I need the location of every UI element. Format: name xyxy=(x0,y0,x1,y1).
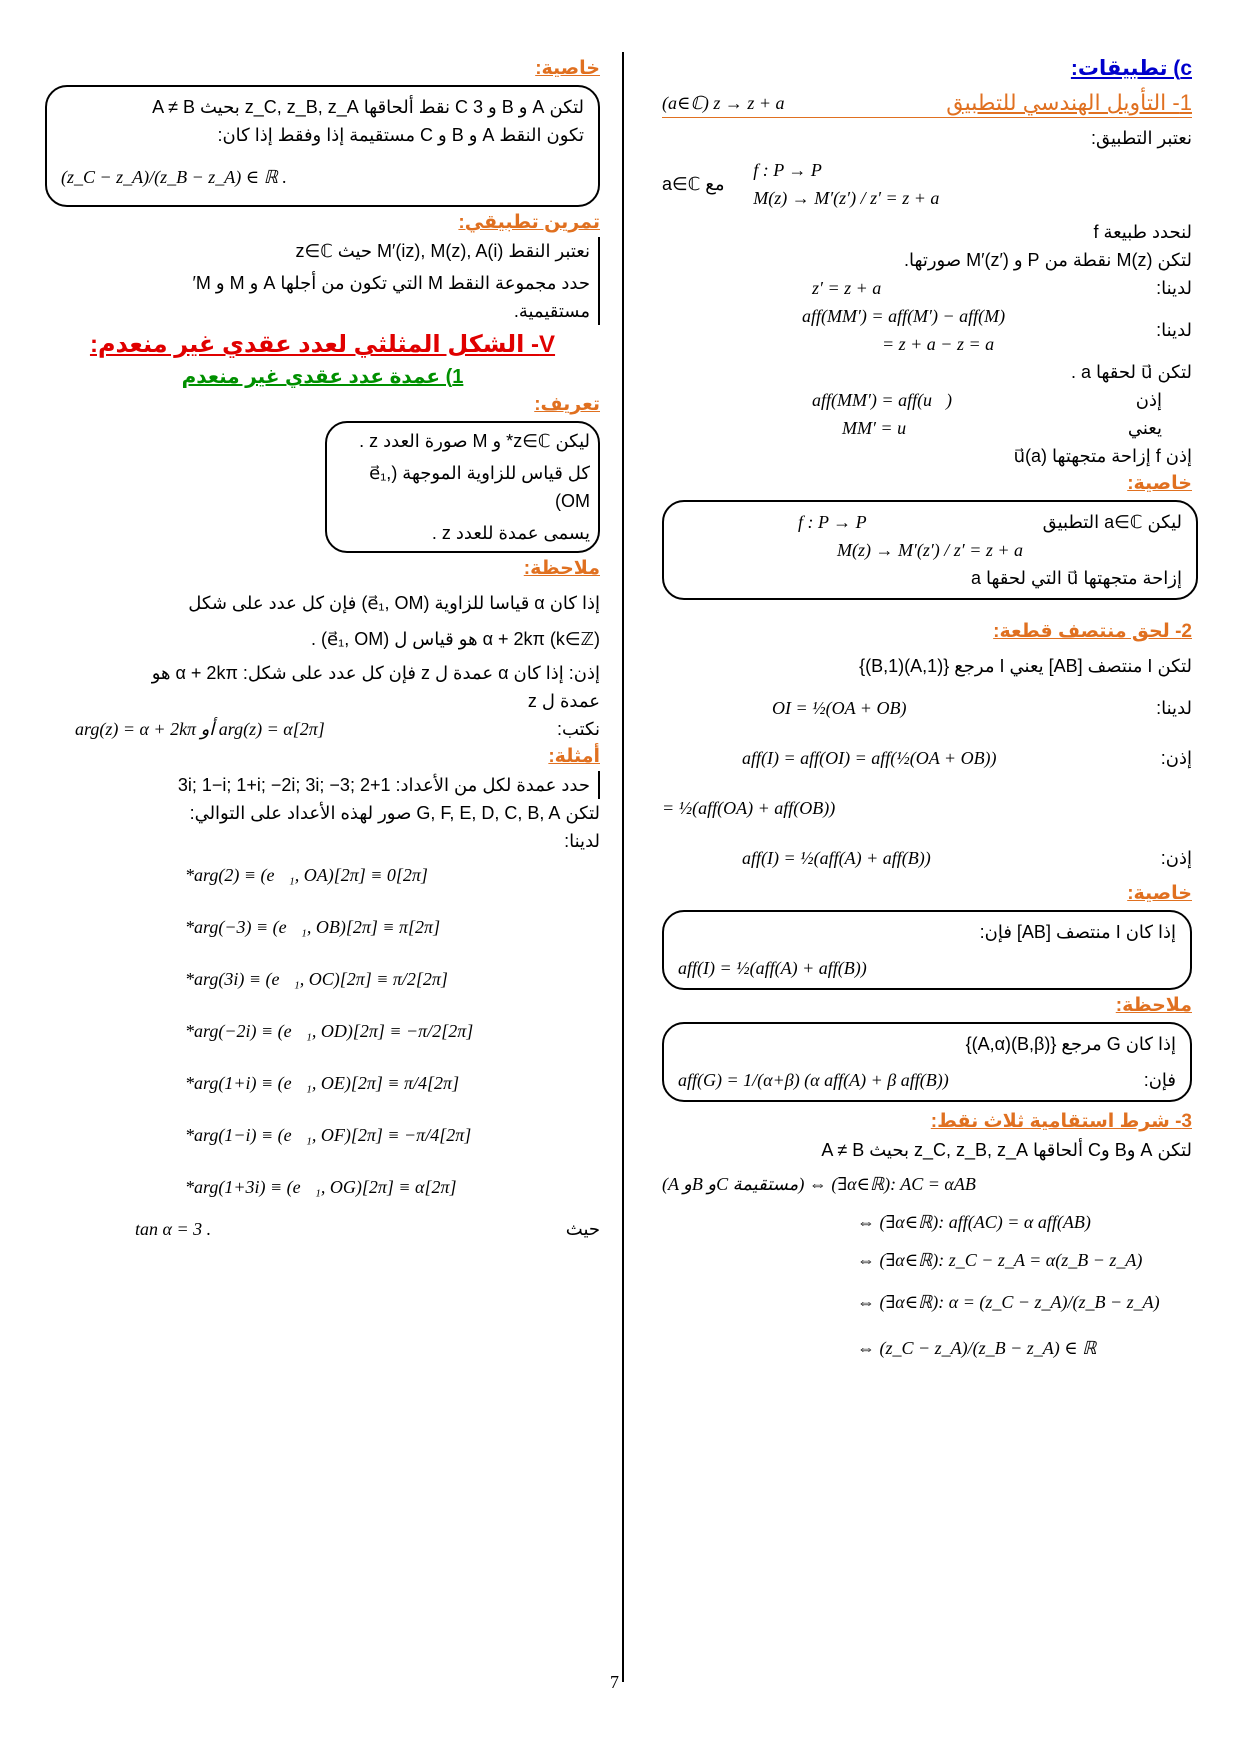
mid-eq4: aff(I) = ½(aff(A) + aff(B)) xyxy=(742,848,931,868)
let-u-text: لتكن u⃗ لحقها a . xyxy=(1070,362,1192,382)
conclusion-text: إذن f إزاحة متجهتها u⃗(a) xyxy=(1013,446,1192,466)
map-definition xyxy=(662,156,1192,212)
exercise-title: تمرين تطبيقي: xyxy=(458,212,600,233)
note-eq: aff(G) = 1/(α+β) (α aff(A) + β aff(B)) xyxy=(678,1070,949,1090)
we-have-1 xyxy=(662,274,1192,302)
col-eq2: ⇔ (∃α∈ℝ): aff(AC) = α aff(AB) xyxy=(857,1212,1091,1232)
left-prop-b: تكون النقط A و B و C مستقيمة إذا وفقط إذا كان: xyxy=(217,125,584,145)
then-1 xyxy=(662,386,1192,414)
left-prop-eq: (z_C − z_A)/(z_B − z_A) ∈ ℝ . xyxy=(61,167,287,187)
examples-a: حدد عمدة لكل من الأعداد: 1+3i; 1−i; 1+i; −2i; 3i; −3; 2 xyxy=(177,775,590,795)
left-property-box xyxy=(45,85,600,207)
col-eq4: ⇔ (∃α∈ℝ): α = (z_C − z_A)/(z_B − z_A) xyxy=(857,1292,1160,1312)
definition-box xyxy=(325,421,600,553)
note-row xyxy=(678,1066,1176,1094)
section-5-1-title: 1) عمدة عدد عقدي غير منعدم xyxy=(181,366,464,388)
prop1-map1: f : P → P xyxy=(798,512,867,532)
mid-eq1: OI = ½(OA + OB) xyxy=(772,698,907,718)
write-label: نكتب: xyxy=(556,719,600,739)
where-label: حيث xyxy=(565,1219,600,1239)
mid-eq2: aff(I) = aff(OI) = aff(½(OA + OB)) xyxy=(742,748,997,768)
col-eq5: ⇔ (z_C − z_A)/(z_B − z_A) ∈ ℝ xyxy=(857,1338,1097,1358)
arg-item: *arg(3i) ≡ (e⃗₁, OC)[2π] ≡ π/2[2π] xyxy=(185,969,448,989)
arg-item: *arg(2) ≡ (e⃗₁, OA)[2π] ≡ 0[2π] xyxy=(185,865,428,885)
note-title: ملاحظة: xyxy=(1115,995,1192,1016)
mid-let: لتكن I منتصف [AB] يعني I مرجع {(A,1)(B,1)} xyxy=(859,656,1192,676)
examples-title: أمثلة: xyxy=(548,746,600,767)
label-we-have: لدينا: xyxy=(1156,278,1192,298)
exercise-b: حدد مجموعة النقط M التي تكون من أجلها A و M و M′ xyxy=(192,273,590,293)
map-with: مع a∈ℂ xyxy=(662,174,725,194)
page-number: 7 xyxy=(610,1672,619,1692)
eq1: z′ = z + a xyxy=(812,278,882,298)
determine-text: لنحدد طبيعة f xyxy=(1093,222,1192,242)
eq2b: = z + a − z = a xyxy=(882,334,995,354)
consider-text: نعتبر التطبيق: xyxy=(1090,128,1192,148)
examples-b: لتكن G, F, E, D, C, B, A صور لهذه الأعداد على التوالي: xyxy=(189,803,600,823)
label-means: يعني xyxy=(1127,418,1162,438)
let-M-text: لتكن M(z) نقطة من P و M′(z′) صورتها. xyxy=(904,250,1192,270)
exercise-a: نعتبر النقط M′(iz), M(z), A(i) حيث z∈ℂ xyxy=(295,241,590,261)
left-prop-a: لتكن A و B و C 3 نقط ألحاقها z_C, z_B, z_A بحيث A ≠ B xyxy=(152,97,584,117)
write-row xyxy=(45,715,600,743)
section-5-title: V- الشكل المثلثي لعدد عقدي غير منعدم: xyxy=(89,331,556,358)
remark-c: إذن: إذا كان α عمدة ل z فإن كل عدد على شكل: α + 2kπ هو xyxy=(151,663,600,683)
note-box xyxy=(662,1022,1192,1102)
means-row xyxy=(662,414,1192,442)
definition-title: تعريف: xyxy=(534,394,600,415)
map-line1: f : P → P xyxy=(753,160,822,180)
mid-row1 xyxy=(662,694,1192,722)
eq4: MM′ = u⃗ xyxy=(842,418,921,438)
left-property-title: خاصية: xyxy=(535,58,600,79)
sub3-heading: 3- شرط استقامية ثلاث نقط: xyxy=(930,1111,1192,1132)
prop2-a: إذا كان I منتصف [AB] فإن: xyxy=(979,922,1176,942)
note-then: فإن: xyxy=(1143,1070,1176,1090)
property-1-title: خاصية: xyxy=(1127,473,1192,494)
examples-c: لدينا: xyxy=(564,831,600,851)
def-c: يسمى عمدة للعدد z . xyxy=(431,523,590,543)
property-2-title: خاصية: xyxy=(1127,883,1192,904)
property-2-box xyxy=(662,910,1192,990)
where-row xyxy=(45,1215,600,1243)
label-then: إذن: xyxy=(1160,748,1192,768)
examples-block xyxy=(45,771,600,799)
section-title-applications: c) تطبيقات: xyxy=(1070,57,1192,80)
eq2a: aff(MM′) = aff(M′) − aff(M) xyxy=(802,306,1006,326)
sub2-heading: 2- لحق منتصف قطعة: xyxy=(993,621,1192,642)
col-let: لتكن A وB وC ألحاقها z_C, z_B, z_A بحيث A ≠ B xyxy=(821,1140,1192,1160)
def-b: كل قياس للزاوية الموجهة (e⃗₁, OM) xyxy=(369,463,590,511)
property-1-box xyxy=(662,500,1198,600)
prop2-eq: aff(I) = ½(aff(A) + aff(B)) xyxy=(678,958,867,978)
sub1-heading xyxy=(662,89,1192,118)
prop1-map2: M(z) → M′(z′) / z′ = z + a xyxy=(836,540,1024,560)
mid-row4 xyxy=(662,844,1192,872)
map-line2: M(z) → M′(z′) / z′ = z + a xyxy=(753,188,940,208)
remark-b: α + 2kπ (k∈ℤ) هو قياس ل (e⃗₁, OM) . xyxy=(311,629,600,649)
prop1-a: ليكن a∈ℂ التطبيق xyxy=(1042,512,1182,532)
right-column xyxy=(662,55,1192,1362)
col-eq3: ⇔ (∃α∈ℝ): z_C − z_A = α(z_B − z_A) xyxy=(857,1250,1143,1270)
label-we-have: لدينا: xyxy=(1156,698,1192,718)
mid-row2 xyxy=(662,744,1192,772)
arg-item: *arg(−2i) ≡ (e⃗₁, OD)[2π] ≡ −π/2[2π] xyxy=(185,1021,474,1041)
label-we-have: لدينا: xyxy=(1156,319,1192,340)
prop1-b: إزاحة متجهتها u⃗ التي لحقها a xyxy=(970,568,1182,588)
sub1-label: 1- التأويل الهندسي للتطبيق xyxy=(946,90,1192,115)
def-a: ليكن z∈ℂ* و M صورة العدد z . xyxy=(359,431,590,451)
label-then: إذن: xyxy=(1160,848,1192,868)
remark-a: إذا كان α قياسا للزاوية (e⃗₁, OM) فإن كل عدد على شكل xyxy=(188,593,600,613)
remark-title: ملاحظة: xyxy=(523,558,600,579)
column-divider xyxy=(622,52,624,1682)
mid-eq3: = ½(aff(OA) + aff(OB)) xyxy=(662,798,836,818)
exercise-c: مستقيمية. xyxy=(513,301,590,321)
arg-item: *arg(−3) ≡ (e⃗₁, OB)[2π] ≡ π[2π] xyxy=(185,917,441,937)
label-then: إذن xyxy=(1135,390,1162,410)
arg-item: *arg(1−i) ≡ (e⃗₁, OF)[2π] ≡ −π/4[2π] xyxy=(185,1125,472,1145)
where-eq: tan α = 3 . xyxy=(135,1219,212,1239)
left-column xyxy=(45,55,600,1243)
arg-item: *arg(1+3i) ≡ (e⃗₁, OG)[2π] ≡ α[2π] xyxy=(185,1177,457,1197)
note-a: إذا كان G مرجع {(B,β)(A,α)} xyxy=(965,1034,1176,1054)
sub1-math: (a∈ℂ) z → z + a xyxy=(662,93,785,113)
prop1-row1 xyxy=(678,508,1182,536)
col-eq1: (A وB وC مستقيمة) ⇔ (∃α∈ℝ): AC = αAB xyxy=(662,1174,976,1194)
write-eq: arg(z) = α + 2kπ أو arg(z) = α[2π] xyxy=(75,719,325,739)
remark-d: عمدة ل z xyxy=(527,691,600,711)
exercise-block xyxy=(45,237,600,325)
arg-list xyxy=(45,861,600,1201)
eq3: aff(MM′) = aff(u⃗) xyxy=(812,390,953,410)
we-have-2 xyxy=(662,302,1192,358)
arg-item: *arg(1+i) ≡ (e⃗₁, OE)[2π] ≡ π/4[2π] xyxy=(185,1073,460,1093)
